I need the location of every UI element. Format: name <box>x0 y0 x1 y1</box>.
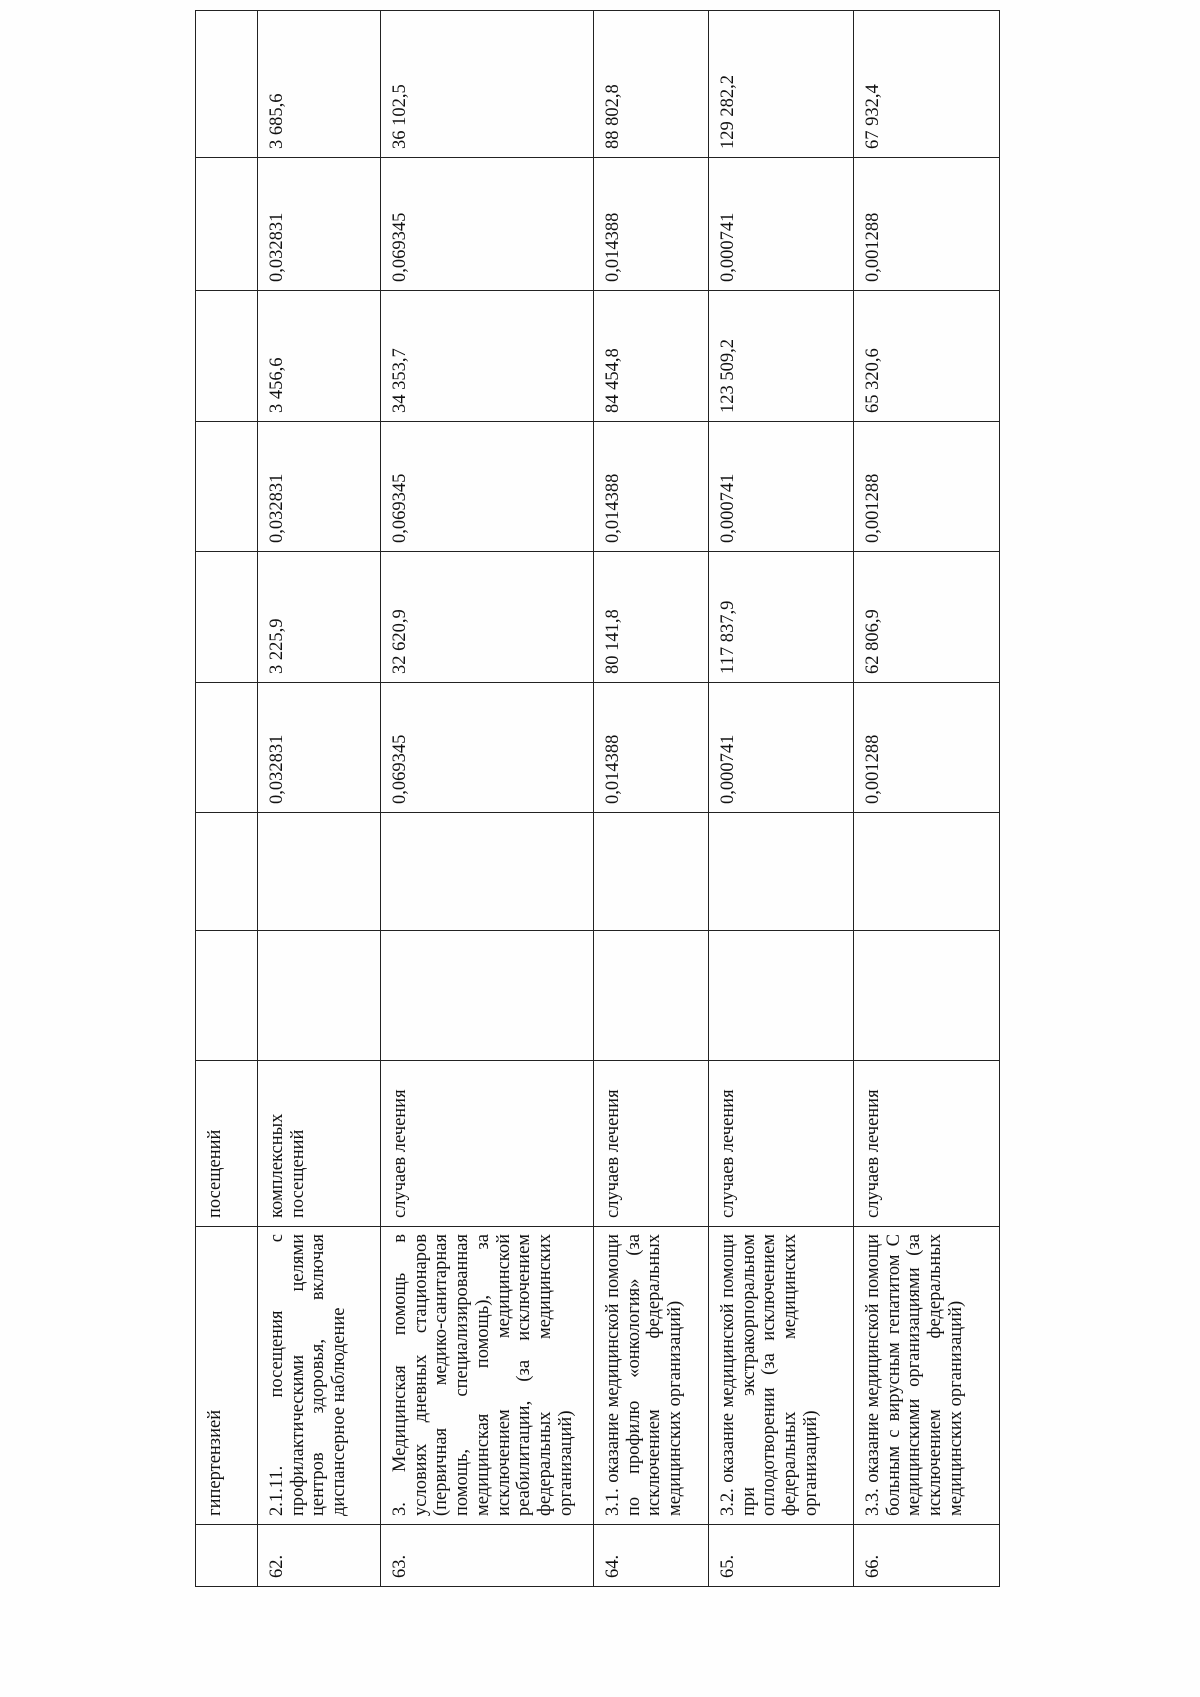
table-row <box>381 11 594 1587</box>
unit-cell: случаев лечения <box>594 1061 709 1227</box>
value-cell: 0,001288 <box>854 158 1000 291</box>
value-cell: 0,069345 <box>381 422 594 552</box>
value-cell <box>709 931 854 1061</box>
value-cell: 0,032831 <box>258 158 381 291</box>
value-cell: 62 806,9 <box>854 552 1000 683</box>
rotated-table-container <box>195 75 999 1587</box>
value-cell: 0,014388 <box>594 422 709 552</box>
value-cell <box>196 683 258 813</box>
value-cell <box>196 158 258 291</box>
description-cell: гипертензией <box>196 1227 258 1525</box>
data-table <box>195 10 1000 1587</box>
value-cell: 65 320,6 <box>854 291 1000 422</box>
value-cell <box>381 931 594 1061</box>
value-cell: 0,032831 <box>258 422 381 552</box>
value-cell: 3 456,6 <box>258 291 381 422</box>
value-cell <box>258 931 381 1061</box>
value-cell: 0,000741 <box>709 422 854 552</box>
unit-cell: случаев лечения <box>854 1061 1000 1227</box>
value-cell: 32 620,9 <box>381 552 594 683</box>
value-cell <box>196 931 258 1061</box>
value-cell: 0,014388 <box>594 158 709 291</box>
value-cell: 3 225,9 <box>258 552 381 683</box>
value-cell <box>854 931 1000 1061</box>
row-number-cell <box>196 1525 258 1587</box>
value-cell: 117 837,9 <box>709 552 854 683</box>
value-cell: 88 802,8 <box>594 11 709 158</box>
value-cell: 34 353,7 <box>381 291 594 422</box>
value-cell: 36 102,5 <box>381 11 594 158</box>
value-cell: 0,014388 <box>594 683 709 813</box>
value-cell: 0,069345 <box>381 683 594 813</box>
value-cell: 67 932,4 <box>854 11 1000 158</box>
value-cell: 3 685,6 <box>258 11 381 158</box>
value-cell: 84 454,8 <box>594 291 709 422</box>
description-cell: 3.3. оказание медицинской помощи больным с вирусным гепатитом С медицинскими организациями (за исключением федеральных медицинских организаций) <box>854 1227 1000 1525</box>
value-cell: 0,001288 <box>854 422 1000 552</box>
description-cell: 3. Медицинская помощь в условиях дневных стационаров (первичная медико-санитарная помощь, специализированная медицинская помощь), за исключением медицинской реабилитации, (за исключением федеральных медицинских организаций) <box>381 1227 594 1525</box>
table-row <box>196 11 258 1587</box>
description-cell: 3.2. оказание медицинской помощи при экстракорпоральном оплодотворении (за исключением федеральных медицинских организаций) <box>709 1227 854 1525</box>
value-cell: 129 282,2 <box>709 11 854 158</box>
value-cell <box>854 813 1000 931</box>
value-cell: 80 141,8 <box>594 552 709 683</box>
row-number-cell: 63. <box>381 1525 594 1587</box>
value-cell: 0,032831 <box>258 683 381 813</box>
value-cell <box>196 11 258 158</box>
table-row <box>709 11 854 1587</box>
value-cell: 0,001288 <box>854 683 1000 813</box>
value-cell: 123 509,2 <box>709 291 854 422</box>
unit-cell: случаев лечения <box>709 1061 854 1227</box>
table-row <box>594 11 709 1587</box>
value-cell <box>196 422 258 552</box>
description-cell: 3.1. оказание медицинской помощи по профилю «онкология» (за исключением федеральных медицинских организаций) <box>594 1227 709 1525</box>
row-number-cell: 62. <box>258 1525 381 1587</box>
row-number-cell: 64. <box>594 1525 709 1587</box>
value-cell <box>709 813 854 931</box>
value-cell: 0,000741 <box>709 683 854 813</box>
value-cell <box>196 291 258 422</box>
value-cell: 0,000741 <box>709 158 854 291</box>
row-number-cell: 66. <box>854 1525 1000 1587</box>
row-number-cell: 65. <box>709 1525 854 1587</box>
value-cell <box>196 552 258 683</box>
unit-cell: комплексных посещений <box>258 1061 381 1227</box>
value-cell <box>594 813 709 931</box>
description-cell: 2.1.11. посещения с профилактическими целями центров здоровья, включая диспансерное наблюдение <box>258 1227 381 1525</box>
value-cell <box>381 813 594 931</box>
value-cell <box>258 813 381 931</box>
value-cell <box>594 931 709 1061</box>
table-row <box>854 11 1000 1587</box>
unit-cell: посещений <box>196 1061 258 1227</box>
value-cell: 0,069345 <box>381 158 594 291</box>
table-row <box>258 11 381 1587</box>
unit-cell: случаев лечения <box>381 1061 594 1227</box>
value-cell <box>196 813 258 931</box>
